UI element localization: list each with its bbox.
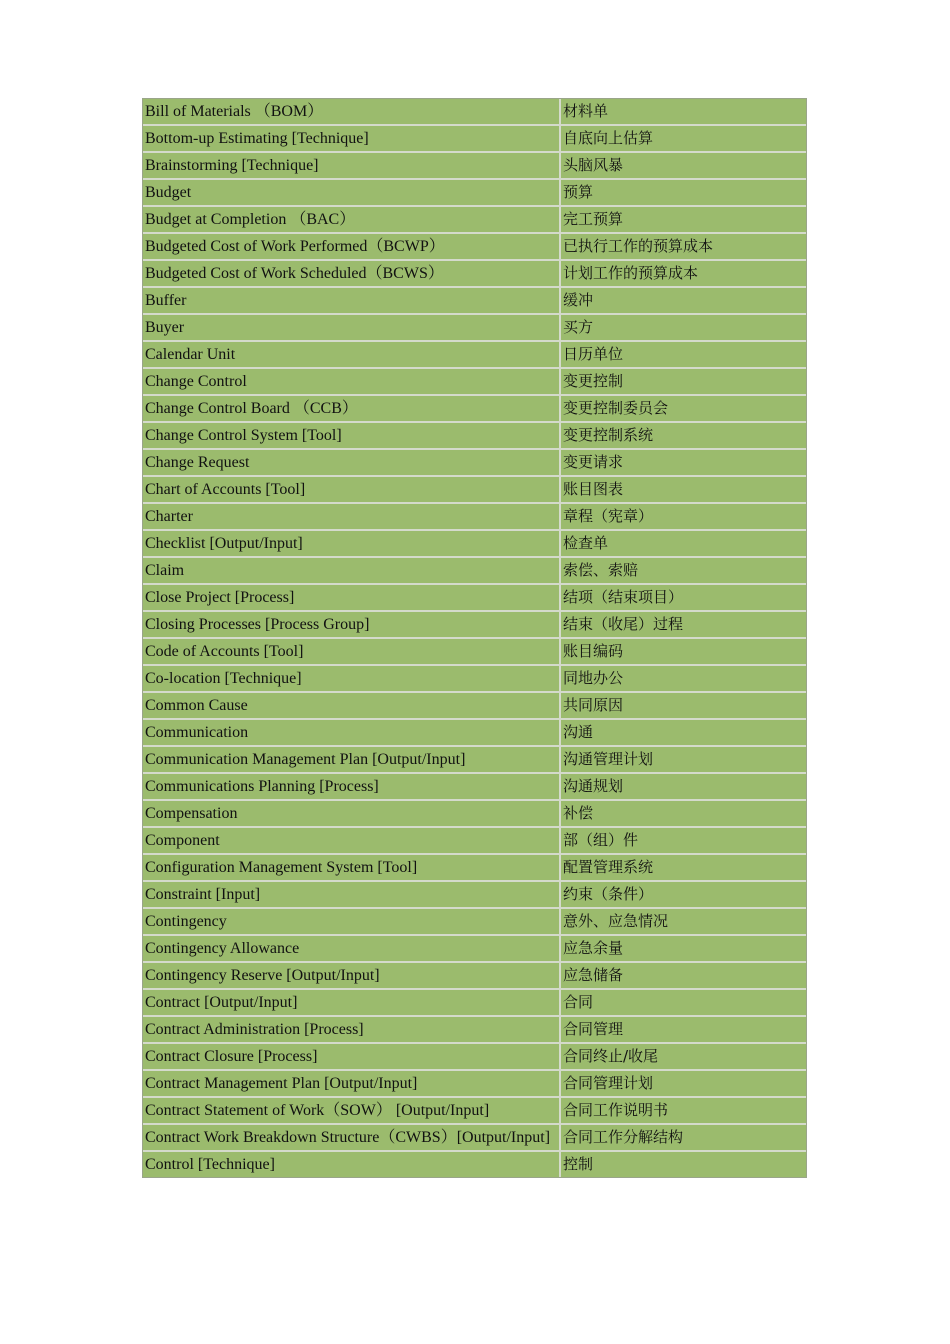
- table-row: [143, 855, 806, 882]
- translation-cell: 合同工作说明书: [561, 1098, 806, 1125]
- term-cell: Compensation: [143, 801, 561, 828]
- table-row: [143, 369, 806, 396]
- term-cell: Close Project [Process]: [143, 585, 561, 612]
- term-cell: Component: [143, 828, 561, 855]
- table-row: [143, 990, 806, 1017]
- translation-cell: 日历单位: [561, 342, 806, 369]
- translation-cell: 沟通规划: [561, 774, 806, 801]
- table-row: [143, 774, 806, 801]
- table-row: [143, 693, 806, 720]
- term-cell: Configuration Management System [Tool]: [143, 855, 561, 882]
- term-cell: Code of Accounts [Tool]: [143, 639, 561, 666]
- term-cell: Brainstorming [Technique]: [143, 153, 561, 180]
- term-cell: Contract Closure [Process]: [143, 1044, 561, 1071]
- translation-cell: 约束（条件）: [561, 882, 806, 909]
- term-cell: Contract Administration [Process]: [143, 1017, 561, 1044]
- term-cell: Contingency Allowance: [143, 936, 561, 963]
- table-row: [143, 963, 806, 990]
- glossary-table-body: [143, 99, 806, 1177]
- table-row: [143, 207, 806, 234]
- term-cell: Co-location [Technique]: [143, 666, 561, 693]
- term-cell: Contract [Output/Input]: [143, 990, 561, 1017]
- translation-cell: 账目编码: [561, 639, 806, 666]
- term-cell: Change Control: [143, 369, 561, 396]
- glossary-table: [142, 98, 807, 1178]
- translation-cell: 合同管理: [561, 1017, 806, 1044]
- term-cell: Buyer: [143, 315, 561, 342]
- term-cell: Contingency Reserve [Output/Input]: [143, 963, 561, 990]
- term-cell: Communications Planning [Process]: [143, 774, 561, 801]
- table-row: [143, 1152, 806, 1177]
- translation-cell: 共同原因: [561, 693, 806, 720]
- term-cell: Budgeted Cost of Work Scheduled（BCWS）: [143, 261, 561, 288]
- term-cell: Change Control System [Tool]: [143, 423, 561, 450]
- translation-cell: 检查单: [561, 531, 806, 558]
- term-cell: Contract Work Breakdown Structure（CWBS）[Output/Input]: [143, 1125, 561, 1152]
- term-cell: Communication: [143, 720, 561, 747]
- table-row: [143, 99, 806, 126]
- translation-cell: 沟通管理计划: [561, 747, 806, 774]
- term-cell: Constraint [Input]: [143, 882, 561, 909]
- table-row: [143, 261, 806, 288]
- table-row: [143, 396, 806, 423]
- translation-cell: 应急余量: [561, 936, 806, 963]
- table-row: [143, 801, 806, 828]
- term-cell: Checklist [Output/Input]: [143, 531, 561, 558]
- table-row: [143, 531, 806, 558]
- translation-cell: 已执行工作的预算成本: [561, 234, 806, 261]
- table-row: [143, 639, 806, 666]
- translation-cell: 合同工作分解结构: [561, 1125, 806, 1152]
- translation-cell: 变更控制系统: [561, 423, 806, 450]
- term-cell: Buffer: [143, 288, 561, 315]
- translation-cell: 合同终止/收尾: [561, 1044, 806, 1071]
- translation-cell: 同地办公: [561, 666, 806, 693]
- term-cell: Change Request: [143, 450, 561, 477]
- table-row: [143, 1125, 806, 1152]
- translation-cell: 合同管理计划: [561, 1071, 806, 1098]
- table-row: [143, 153, 806, 180]
- table-row: [143, 747, 806, 774]
- translation-cell: 应急储备: [561, 963, 806, 990]
- table-row: [143, 504, 806, 531]
- translation-cell: 补偿: [561, 801, 806, 828]
- term-cell: Budget: [143, 180, 561, 207]
- term-cell: Change Control Board （CCB）: [143, 396, 561, 423]
- table-row: [143, 585, 806, 612]
- table-row: [143, 450, 806, 477]
- table-row: [143, 126, 806, 153]
- table-row: [143, 234, 806, 261]
- table-row: [143, 612, 806, 639]
- term-cell: Contract Statement of Work（SOW） [Output/Input]: [143, 1098, 561, 1125]
- translation-cell: 意外、应急情况: [561, 909, 806, 936]
- translation-cell: 沟通: [561, 720, 806, 747]
- translation-cell: 变更请求: [561, 450, 806, 477]
- table-row: [143, 1098, 806, 1125]
- translation-cell: 预算: [561, 180, 806, 207]
- term-cell: Communication Management Plan [Output/Input]: [143, 747, 561, 774]
- translation-cell: 结项（结束项目）: [561, 585, 806, 612]
- translation-cell: 计划工作的预算成本: [561, 261, 806, 288]
- translation-cell: 部（组）件: [561, 828, 806, 855]
- table-row: [143, 342, 806, 369]
- table-row: [143, 1017, 806, 1044]
- translation-cell: 变更控制: [561, 369, 806, 396]
- term-cell: Control [Technique]: [143, 1152, 561, 1177]
- table-row: [143, 1044, 806, 1071]
- translation-cell: 章程（宪章）: [561, 504, 806, 531]
- table-row: [143, 1071, 806, 1098]
- translation-cell: 账目图表: [561, 477, 806, 504]
- table-row: [143, 423, 806, 450]
- table-row: [143, 180, 806, 207]
- term-cell: Bottom-up Estimating [Technique]: [143, 126, 561, 153]
- term-cell: Claim: [143, 558, 561, 585]
- table-row: [143, 720, 806, 747]
- table-row: [143, 315, 806, 342]
- table-row: [143, 666, 806, 693]
- translation-cell: 自底向上估算: [561, 126, 806, 153]
- table-row: [143, 936, 806, 963]
- term-cell: Calendar Unit: [143, 342, 561, 369]
- table-row: [143, 477, 806, 504]
- translation-cell: 买方: [561, 315, 806, 342]
- translation-cell: 合同: [561, 990, 806, 1017]
- table-row: [143, 558, 806, 585]
- translation-cell: 配置管理系统: [561, 855, 806, 882]
- term-cell: Contract Management Plan [Output/Input]: [143, 1071, 561, 1098]
- table-row: [143, 909, 806, 936]
- translation-cell: 索偿、索赔: [561, 558, 806, 585]
- translation-cell: 变更控制委员会: [561, 396, 806, 423]
- term-cell: Budgeted Cost of Work Performed（BCWP）: [143, 234, 561, 261]
- term-cell: Bill of Materials （BOM）: [143, 99, 561, 126]
- translation-cell: 结束（收尾）过程: [561, 612, 806, 639]
- table-row: [143, 288, 806, 315]
- translation-cell: 材料单: [561, 99, 806, 126]
- term-cell: Chart of Accounts [Tool]: [143, 477, 561, 504]
- term-cell: Contingency: [143, 909, 561, 936]
- term-cell: Closing Processes [Process Group]: [143, 612, 561, 639]
- table-row: [143, 882, 806, 909]
- term-cell: Budget at Completion （BAC）: [143, 207, 561, 234]
- term-cell: Charter: [143, 504, 561, 531]
- translation-cell: 头脑风暴: [561, 153, 806, 180]
- term-cell: Common Cause: [143, 693, 561, 720]
- translation-cell: 缓冲: [561, 288, 806, 315]
- translation-cell: 完工预算: [561, 207, 806, 234]
- table-row: [143, 828, 806, 855]
- translation-cell: 控制: [561, 1152, 806, 1177]
